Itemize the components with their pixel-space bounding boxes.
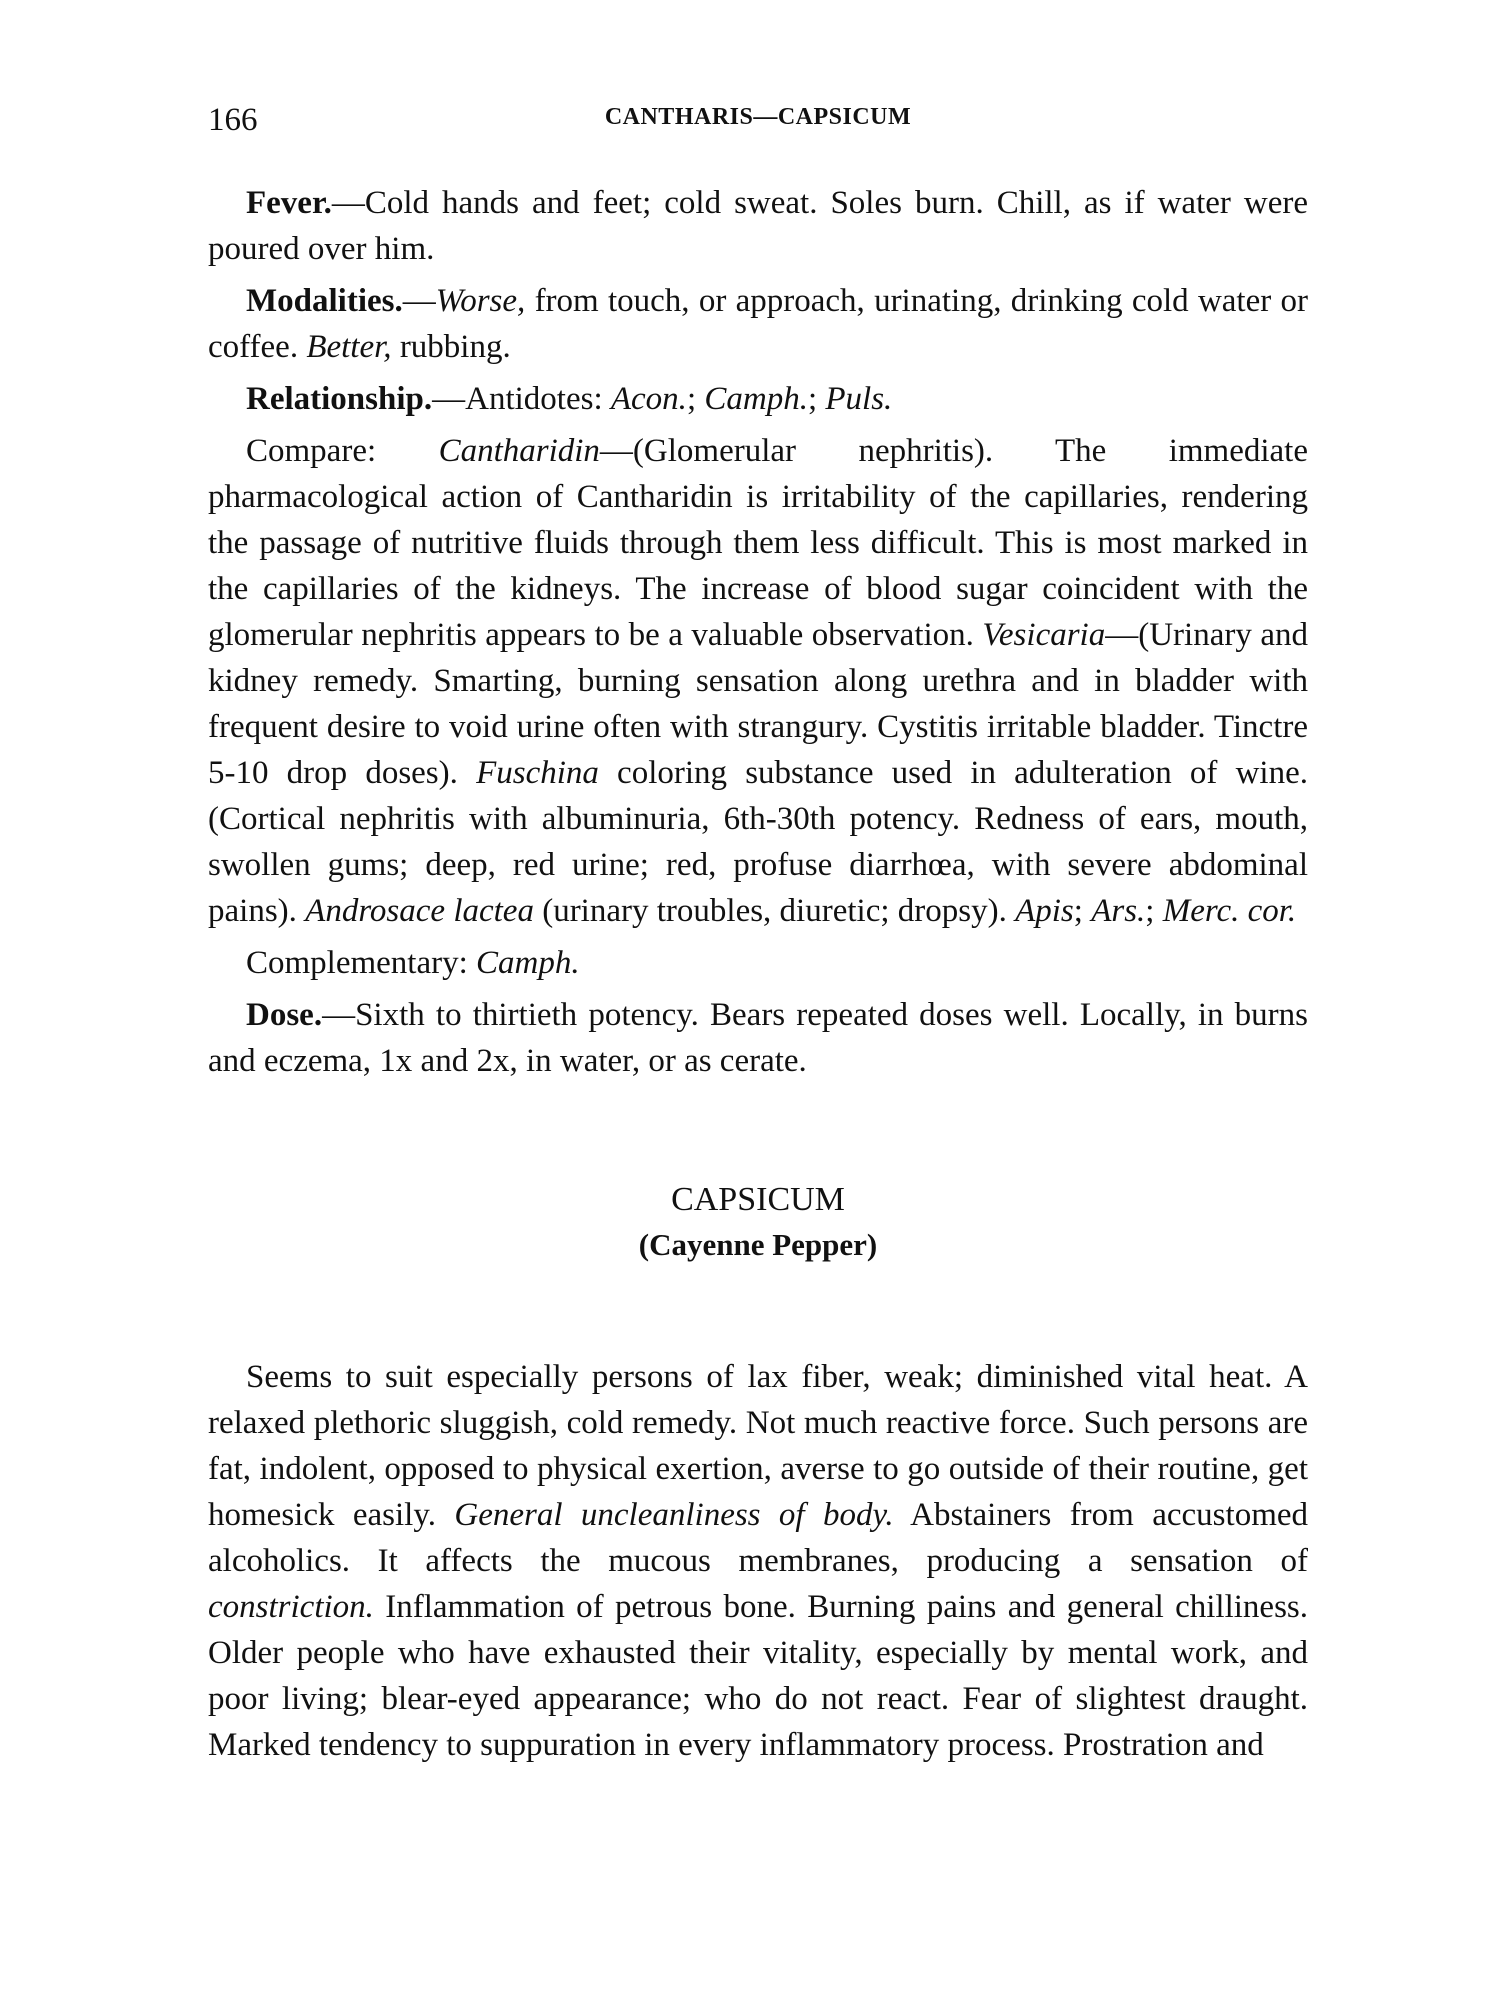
antidote-camph: Camph. (704, 381, 808, 417)
compare-text-3: coloring substance used in adulteration of wine. (Cortical nephritis with albuminuria, 6th-30th potency. Redness of ears, mouth, swollen gums; deep, red urine; red, profuse diarrhœa, with severe abdominal pains). (208, 755, 1308, 929)
antidote-sep-2: ; (807, 381, 826, 417)
compare-paragraph (208, 428, 1308, 934)
capsicum-text-1: Seems to suit especially persons of lax fiber, weak; diminished vital heat. A relaxed plethoric sluggish, cold remedy. Not much reactive force. Such persons are fat, indolent, opposed to physical exertion, averse to go outside of their routine, get homesick easily. (208, 1359, 1308, 1533)
dose-text: —Sixth to thirtieth potency. Bears repeated doses well. Locally, in burns and eczema, 1x and 2x, in water, or as cerate. (208, 997, 1308, 1079)
book-page (208, 90, 1308, 1774)
compare-cantharidin: Cantharidin (438, 433, 600, 469)
antidote-puls: Puls. (825, 381, 893, 417)
compare-text-4: (urinary troubles, diuretic; dropsy). (533, 893, 1016, 929)
capsicum-text-3: Inflammation of petrous bone. Burning pains and general chilliness. Older people who have exhausted their vitality, especially by mental work, and poor living; blear-eyed appearance; who do not react. Fear of slightest draught. Marked tendency to suppuration in every inflammatory process. Prostration and (208, 1589, 1308, 1763)
better-label: Better, (306, 329, 392, 365)
worse-text: from touch, or approach, urinating, drinking cold water or coffee. (208, 283, 1308, 365)
modalities-dash: — (402, 283, 436, 319)
antidote-sep-1: ; (686, 381, 705, 417)
capsicum-heading (208, 1176, 1308, 1266)
complementary-paragraph (208, 940, 1308, 986)
capsicum-paragraph (208, 1354, 1308, 1768)
fever-paragraph (208, 180, 1308, 272)
better-text: rubbing. (391, 329, 511, 365)
worse-label: Worse, (435, 283, 526, 319)
compare-fuschina: Fuschina (476, 755, 599, 791)
dose-lead: Dose. (246, 997, 323, 1033)
complementary-label: Complementary: (246, 945, 477, 981)
capsicum-italic-1: General uncleanliness of body. (454, 1497, 894, 1533)
running-head (208, 90, 1308, 140)
antidote-acon: Acon. (610, 381, 687, 417)
capsicum-subtitle: (Cayenne Pepper) (638, 1227, 878, 1262)
compare-vesicaria: Vesicaria (982, 617, 1106, 653)
capsicum-title: CAPSICUM (671, 1181, 845, 1218)
fever-lead: Fever. (246, 185, 332, 221)
relationship-lead: Relationship. (246, 381, 433, 417)
page-number: 166 (208, 102, 258, 138)
relationship-text: —Antidotes: (432, 381, 611, 417)
compare-merc: Merc. cor. (1162, 893, 1297, 929)
dose-paragraph (208, 992, 1308, 1084)
capsicum-italic-2: constriction. (208, 1589, 374, 1625)
fever-text: —Cold hands and feet; cold sweat. Soles burn. Chill, as if water were poured over him. (208, 185, 1308, 267)
compare-androsace: Androsace lactea (305, 893, 534, 929)
modalities-paragraph (208, 278, 1308, 370)
compare-text-1: —(Glomerular nephritis). The immediate pharmacological action of Cantharidin is irritability of the capillaries, rendering the passage of nutritive fluids through them less difficult. This is most marked in the capillaries of the kidneys. The increase of blood sugar coincident with the glomerular nephritis appears to be a valuable observation. (208, 433, 1308, 653)
capsicum-text-2: Abstainers from accustomed alcoholics. It affects the mucous membranes, producing a sensation of (208, 1497, 1309, 1579)
body-text (208, 180, 1308, 1768)
compare-sep-1: ; (1073, 893, 1092, 929)
relationship-paragraph (208, 376, 1308, 422)
running-title: CANTHARIS—CAPSICUM (604, 104, 912, 130)
modalities-lead: Modalities. (246, 283, 403, 319)
compare-apis: Apis (1015, 893, 1074, 929)
compare-sep-2: ; (1145, 893, 1163, 929)
compare-text-2: —(Urinary and kidney remedy. Smarting, burning sensation along urethra and in bladder with frequent desire to void urine often with strangury. Cystitis irritable bladder. Tinctre 5-10 drop doses). (208, 617, 1308, 791)
complementary-camph: Camph. (476, 945, 580, 981)
compare-ars: Ars. (1091, 893, 1146, 929)
compare-label: Compare: (246, 433, 439, 469)
